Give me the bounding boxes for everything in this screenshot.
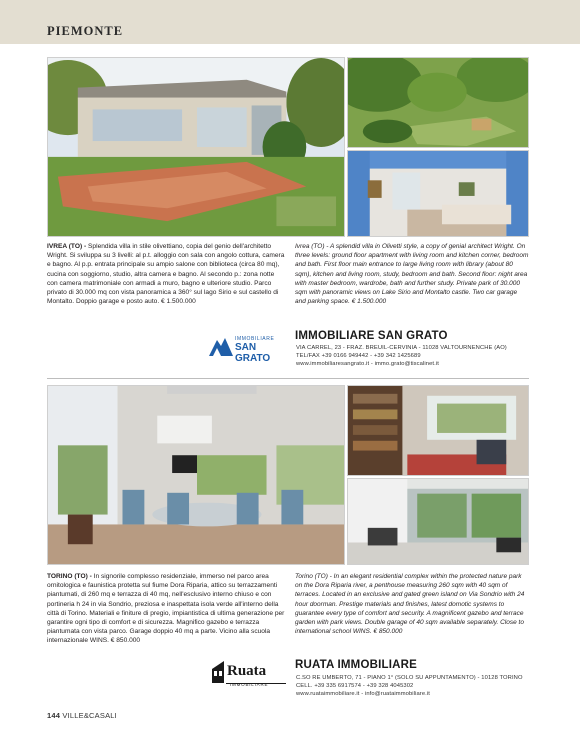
- villa-exterior-photo: [47, 57, 345, 237]
- dining-room-photo: [47, 385, 345, 565]
- agency1-phone: TEL/FAX +39 0166 949442 - +39 342 1425689: [296, 353, 421, 359]
- listing-divider: [47, 378, 529, 379]
- agency2-phone: CELL. +39 335 6917574 - +39 328 4045302: [296, 683, 414, 689]
- san-grato-logo-big: SAN GRATO: [235, 342, 271, 364]
- san-grato-logo-small: IMMOBILIARE: [235, 336, 275, 342]
- magazine-name: VILLE&CASALI: [62, 711, 117, 720]
- agency2-name: RUATA IMMOBILIARE: [295, 659, 418, 671]
- ruata-logo-sub: IMMOBILIARE: [230, 682, 269, 687]
- agency1-web[interactable]: www.immobiliaresangrato.it - immo.grato@tiscalinet.it: [296, 361, 439, 367]
- park-aerial-photo: [347, 57, 529, 148]
- library-photo: [347, 385, 529, 476]
- listing1-body: Splendida villa in stile olivettiano, copia del genio dell'architetto Wright. Si sviluppa su 3 livelli: al p.t. alloggio con sala con angolo cottura, camera e bagno. Al p.p. entrata principale su ampio salone con biblioteca (circa 80 mq), cucina con soggiorno, studio, altra camera e bagno. Al secondo p.: zona notte con camera matrimoniale con armadi a muro, bagno e ulteriore studio. Parco privato di 30.000 mq con vista panoramica a 360° sul lago Sirio e sul castello di Montalto. Doppio garage e posto auto. € 1.500.000: [47, 243, 285, 306]
- bedroom-photo: [347, 150, 529, 237]
- listing2-english-text: Torino (TO) - In an elegant residential complex within the protected nature park on the Dora Riparia river, a penthouse measuring 260 sqm with 40 sqm of terraces. Located in an exclusive and gated green island on Via Sondrio with 24 hour doorman. Prestige materials and finishes, latest domotic systems to guarantee every type of comfort and security. A magnificent gazebo and terrace garden with park views. Double garage of 40 sqm available separately. Close to international school WINS. € 850.000: [295, 573, 525, 636]
- agency2-web[interactable]: www.ruataimmobiliare.it - info@ruataimmobiliare.it: [296, 691, 430, 697]
- page-footer: [47, 711, 117, 720]
- agency1-name: IMMOBILIARE SAN GRATO: [295, 330, 448, 342]
- terrace-photo: [347, 478, 529, 565]
- agency2-address: C.SO RE UMBERTO, 71 - PIANO 1° (SOLO SU APPUNTAMENTO) - 10128 TORINO: [296, 675, 523, 681]
- listing1-italian-text: [47, 242, 285, 306]
- region-title: PIEMONTE: [47, 24, 124, 38]
- ruata-logo: [210, 659, 290, 689]
- listing2-title: TORINO (TO) -: [47, 573, 92, 580]
- page-number: 144: [47, 711, 61, 720]
- san-grato-logo: [207, 332, 287, 362]
- ruata-logo-text: Ruata: [227, 663, 267, 679]
- listing2-italian-text: [47, 572, 285, 646]
- listing2-body: In signorile complesso residenziale, immerso nel parco area ornitologica e faunistica protetta sul fiume Dora Riparia, attico su terrazzamenti piantumati, di 260 mq e terrazza di 40 mq, nell'esclusivo interno chiuso e con portineria h 24 in via Sondrio, preziosa e inaspettata isola verde all'interno della città di Torino. Materiali e finiture di pregio, impiantistica di ultima generazione per garantire ogni tipo di comfort e di sicurezza. Magnifico gazebo e terrazza piantumata con vista parco. Garage doppio 40 mq a parte. Vicino alla scuola internazionale WINS. € 850.000: [47, 573, 285, 645]
- listing1-english-text: Ivrea (TO) - A splendid villa in Olivetti style, a copy of genial architect Wright. On three levels: ground floor apartment with living room and kitchen corner, bedroom and bath. First floor main entrance to large living room with library (about 80 sqm), kitchen and living room, study, bedroom and bath. Second floor: night area with master bedroom, wardrobe, bath and further study. Private park of 30.000 sqm with panoramic views on Lake Sirio and Montalto castle. Two car garage and parking space. € 1.500.000: [295, 243, 529, 306]
- listing1-title: IVREA (TO) -: [47, 243, 87, 250]
- agency1-address: VIA CARREL, 23 - FRAZ. BREUIL-CERVINIA - 11028 VALTOURNENCHE (AO): [296, 345, 507, 351]
